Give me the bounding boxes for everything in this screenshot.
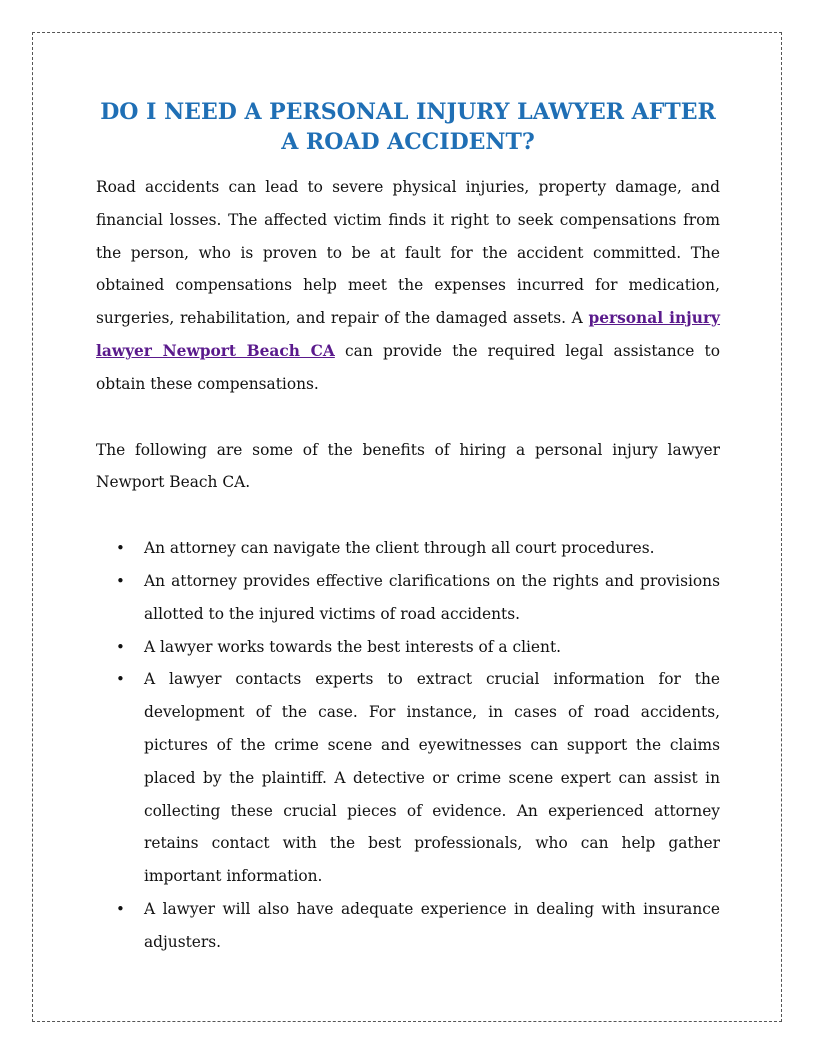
list-item [96, 631, 720, 664]
list-item [96, 663, 720, 893]
bullet-icon: • [116, 539, 125, 558]
bullet-icon: • [116, 637, 125, 656]
list-item [96, 565, 720, 631]
paragraph-spacer [96, 401, 720, 434]
benefits-intro-paragraph: The following are some of the benefits of hiring a personal injury lawyer Newport Beach CA. [96, 440, 720, 492]
paragraph-spacer [96, 499, 720, 532]
list-item-text: A lawyer will also have adequate experience in dealing with insurance adjusters. [144, 899, 720, 951]
document-title: DO I NEED A PERSONAL INJURY LAWYER AFTER A ROAD ACCIDENT? [100, 99, 716, 155]
bullet-icon: • [116, 670, 125, 689]
document-content [96, 97, 720, 959]
benefits-list [96, 532, 720, 958]
list-item-text: An attorney provides effective clarifications on the rights and provisions allotted to the injured victims of road accidents. [144, 571, 720, 623]
list-item-text: An attorney can navigate the client through all court procedures. [144, 539, 655, 558]
list-item-text: A lawyer works towards the best interests of a client. [144, 637, 562, 656]
bullet-icon: • [116, 571, 125, 590]
list-item-text: A lawyer contacts experts to extract crucial information for the development of the case. For instance, in cases of road accidents, pictures of the crime scene and eyewitnesses can support the claims placed by the plaintiff. A detective or crime scene expert can assist in collecting these crucial pieces of evidence. An experienced attorney retains contact with the best professionals, who can help gather important information. [144, 670, 720, 886]
list-item [96, 532, 720, 565]
intro-paragraph [96, 171, 720, 401]
personal-injury-lawyer-link[interactable]: personal injury lawyer Newport Beach CA [96, 309, 720, 360]
intro-text-after: can provide the required legal assistance to obtain these compensations. [96, 341, 721, 393]
intro-text-before: Road accidents can lead to severe physical injuries, property damage, and financial losses. The affected victim finds it right to seek compensations from the person, who is proven to be at fault for the accident committed. The obtained compensations help meet the expenses incurred for medication, surgeries, rehabilitation, and repair of the damaged assets. A [96, 178, 720, 328]
bullet-icon: • [116, 899, 125, 918]
list-item [96, 893, 720, 959]
